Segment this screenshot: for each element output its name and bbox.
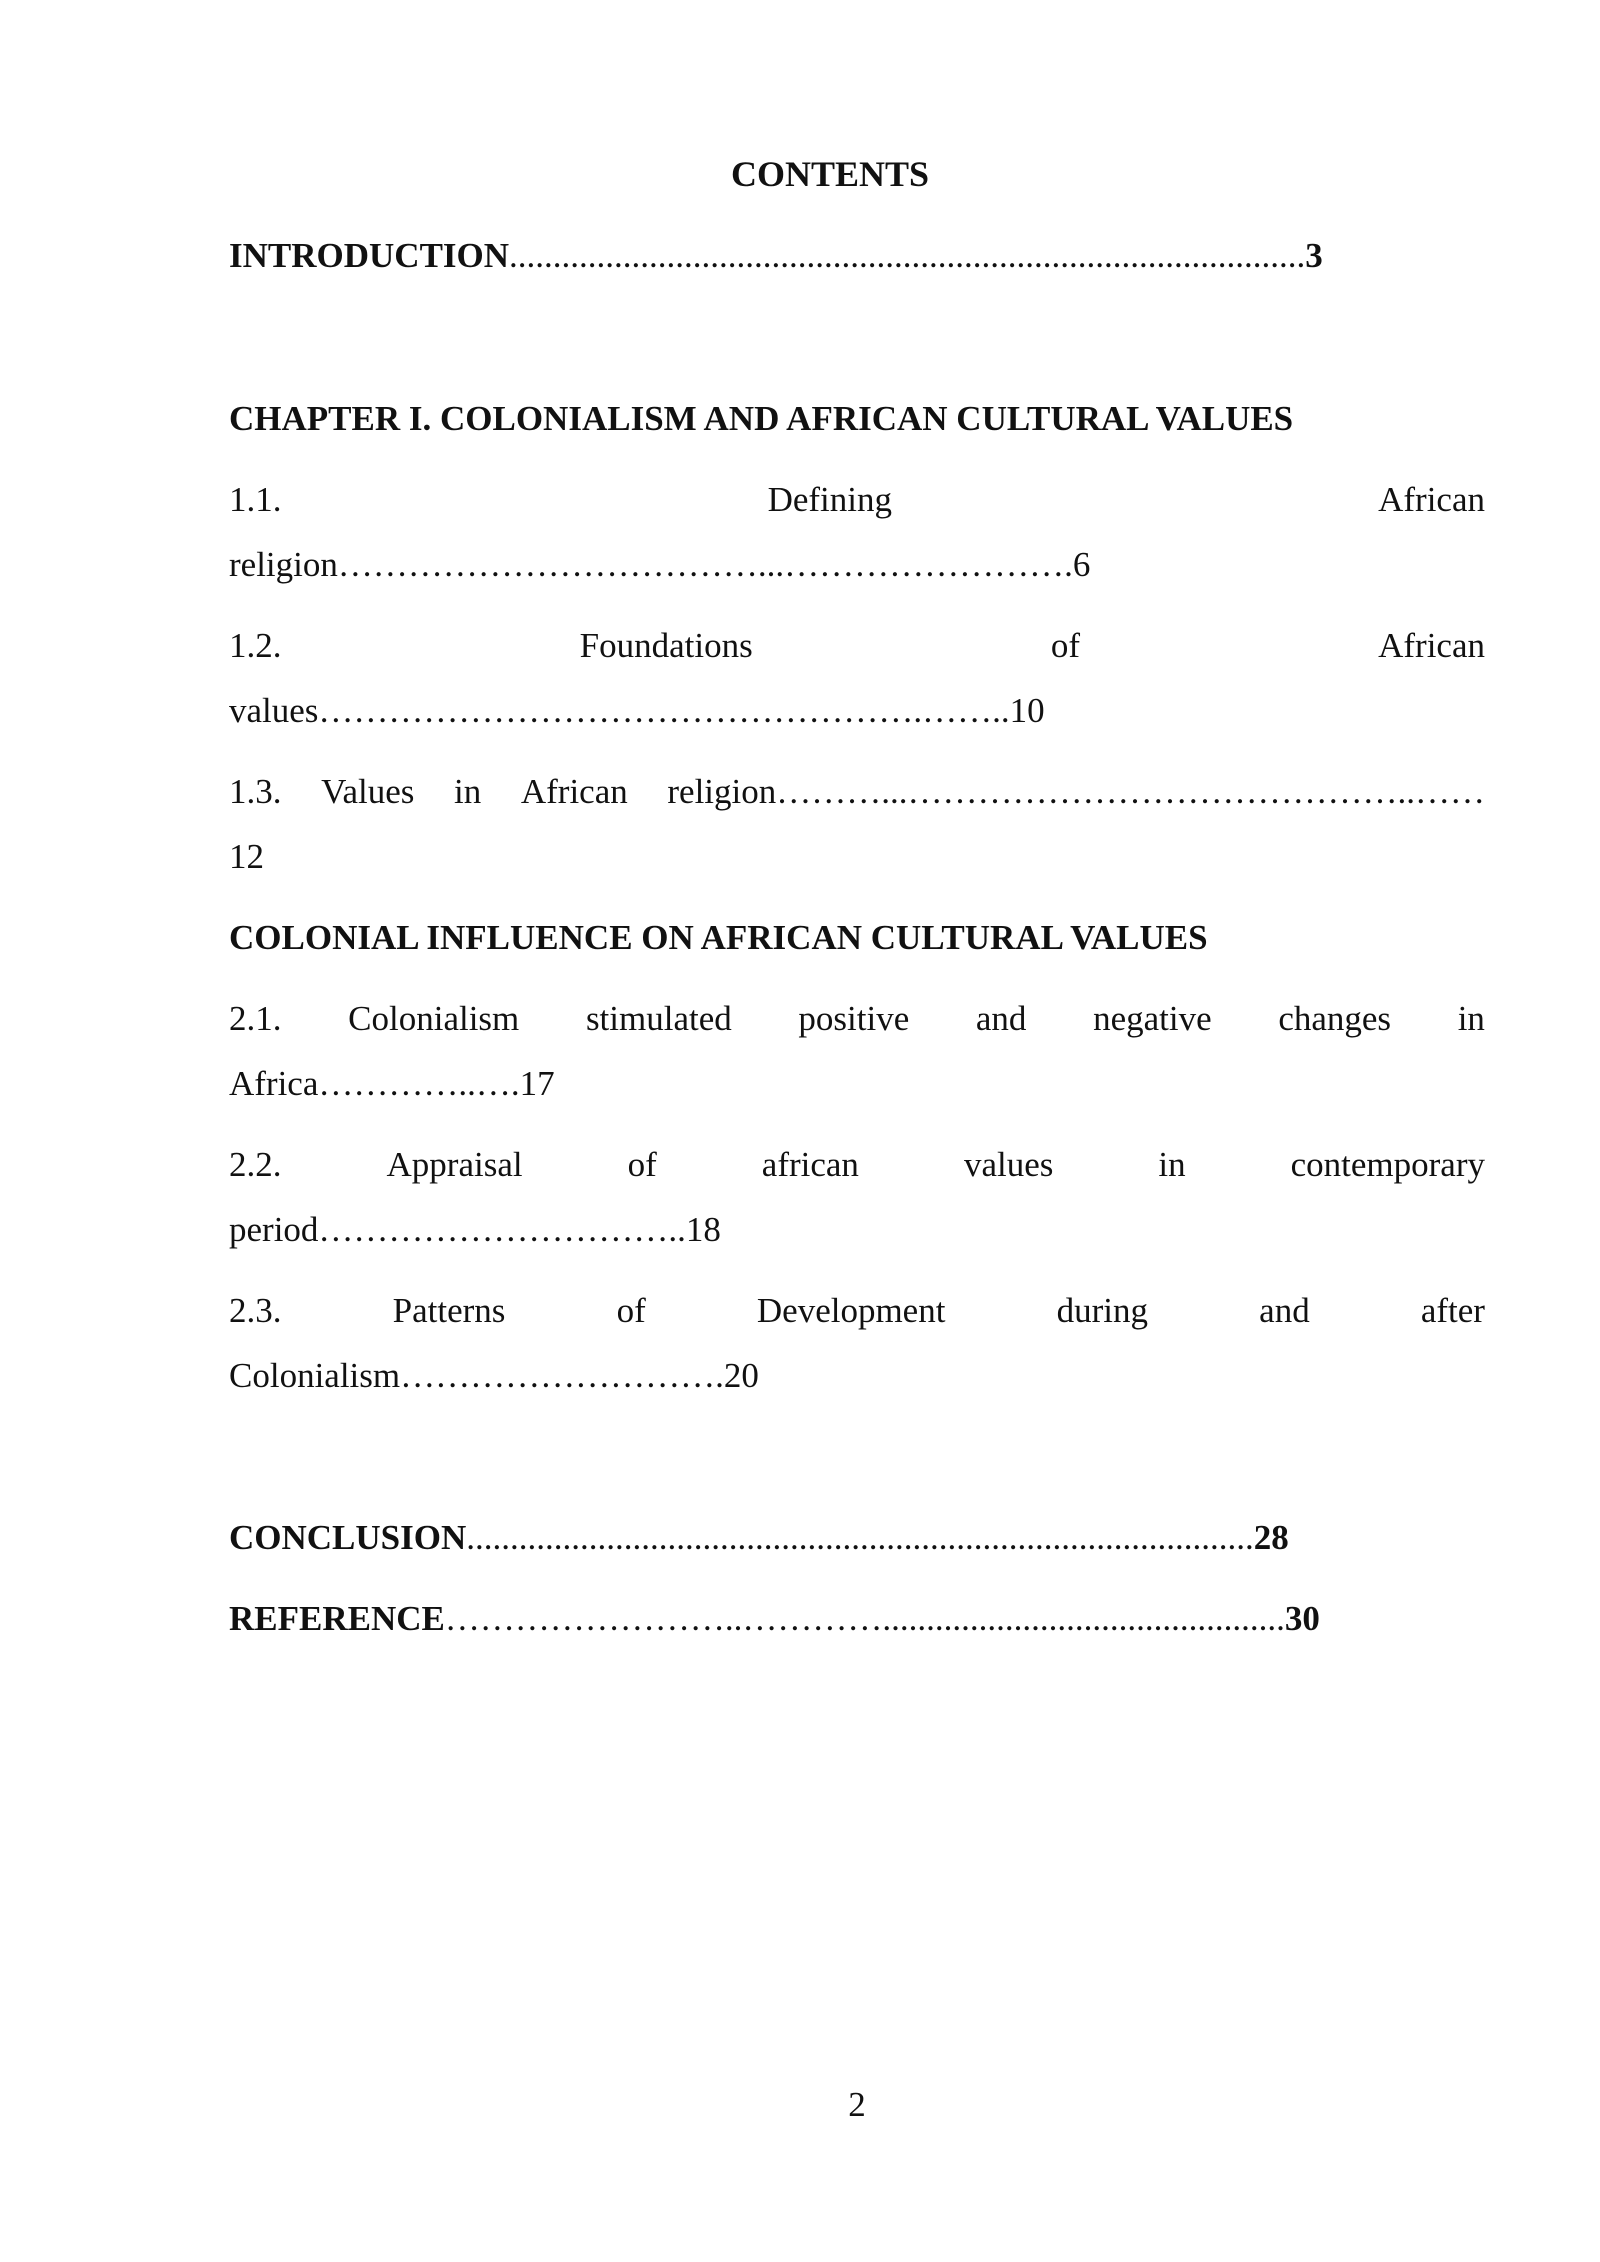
contents-title: CONTENTS	[730, 154, 930, 194]
toc-word: of	[1050, 626, 1080, 665]
toc-word: 2.2.	[229, 1145, 282, 1184]
toc-entry-2-2-continuation: period…………………………..18	[229, 1210, 721, 1249]
toc-word: 2.1.	[229, 999, 282, 1038]
toc-word: 1.1.	[229, 480, 282, 519]
toc-word: after	[1420, 1291, 1485, 1330]
toc-word: African	[1378, 480, 1485, 519]
toc-entry-conclusion	[229, 1517, 1289, 1559]
toc-word: stimulated	[585, 999, 732, 1038]
toc-word: 2.3.	[229, 1291, 282, 1330]
toc-word: religion………...……………………………………..……	[667, 772, 1485, 811]
reference-leader: ……………………..…………..............................................	[444, 1599, 1285, 1638]
chapter1-heading: CHAPTER I. COLONIALISM AND AFRICAN CULTURAL VALUES	[229, 399, 1294, 438]
page-number: 2	[848, 2085, 866, 2124]
toc-word: in	[454, 772, 482, 811]
conclusion-label: CONCLUSION	[229, 1518, 467, 1557]
toc-entry-1-3-continuation: 12	[229, 837, 264, 876]
toc-word: Patterns	[392, 1291, 506, 1330]
toc-word: in	[1158, 1145, 1186, 1184]
toc-word: in	[1457, 999, 1485, 1038]
toc-word: 1.2.	[229, 626, 282, 665]
reference-page: 30	[1284, 1599, 1320, 1638]
conclusion-page: 28	[1253, 1518, 1289, 1557]
toc-word: Appraisal	[386, 1145, 523, 1184]
toc-word: African	[1378, 626, 1485, 665]
toc-word: negative	[1093, 999, 1212, 1038]
toc-entry-2-1-continuation: Africa…………..….17	[229, 1064, 555, 1103]
toc-entry-1-2	[229, 625, 1485, 667]
toc-word: values	[963, 1145, 1054, 1184]
toc-word: Values	[321, 772, 415, 811]
toc-word: african	[761, 1145, 859, 1184]
toc-word: Colonialism	[348, 999, 520, 1038]
toc-entry-1-1-continuation: religion………………………………...…………………….6	[229, 545, 1091, 584]
toc-word: of	[616, 1291, 646, 1330]
toc-word: Foundations	[579, 626, 753, 665]
toc-word: 1.3.	[229, 772, 282, 811]
introduction-leader: ...........................................................................................	[509, 236, 1306, 275]
toc-entry-reference	[229, 1598, 1320, 1640]
toc-word: changes	[1278, 999, 1392, 1038]
toc-word: of	[627, 1145, 657, 1184]
toc-entry-1-3	[229, 771, 1485, 813]
toc-entry-2-1	[229, 998, 1485, 1040]
toc-word: contemporary	[1290, 1145, 1485, 1184]
introduction-page: 3	[1305, 236, 1323, 275]
toc-word: positive	[798, 999, 910, 1038]
toc-entry-introduction	[229, 235, 1323, 277]
toc-word: and	[1259, 1291, 1310, 1330]
toc-word: African	[520, 772, 628, 811]
toc-word: and	[975, 999, 1027, 1038]
reference-label: REFERENCE	[229, 1599, 445, 1638]
introduction-label: INTRODUCTION	[229, 236, 510, 275]
chapter2-heading: COLONIAL INFLUENCE ON AFRICAN CULTURAL VALUES	[229, 918, 1208, 957]
toc-word: Development	[756, 1291, 946, 1330]
conclusion-leader: ..........................................................................................	[466, 1518, 1254, 1557]
toc-word: during	[1056, 1291, 1148, 1330]
toc-entry-2-3	[229, 1290, 1485, 1332]
toc-word: Defining	[767, 480, 893, 519]
toc-entry-1-1	[229, 479, 1485, 521]
toc-entry-2-2	[229, 1144, 1485, 1186]
toc-entry-1-2-continuation: values…………………………………………….……..10	[229, 691, 1045, 730]
toc-entry-2-3-continuation: Colonialism……………………….20	[229, 1356, 759, 1395]
